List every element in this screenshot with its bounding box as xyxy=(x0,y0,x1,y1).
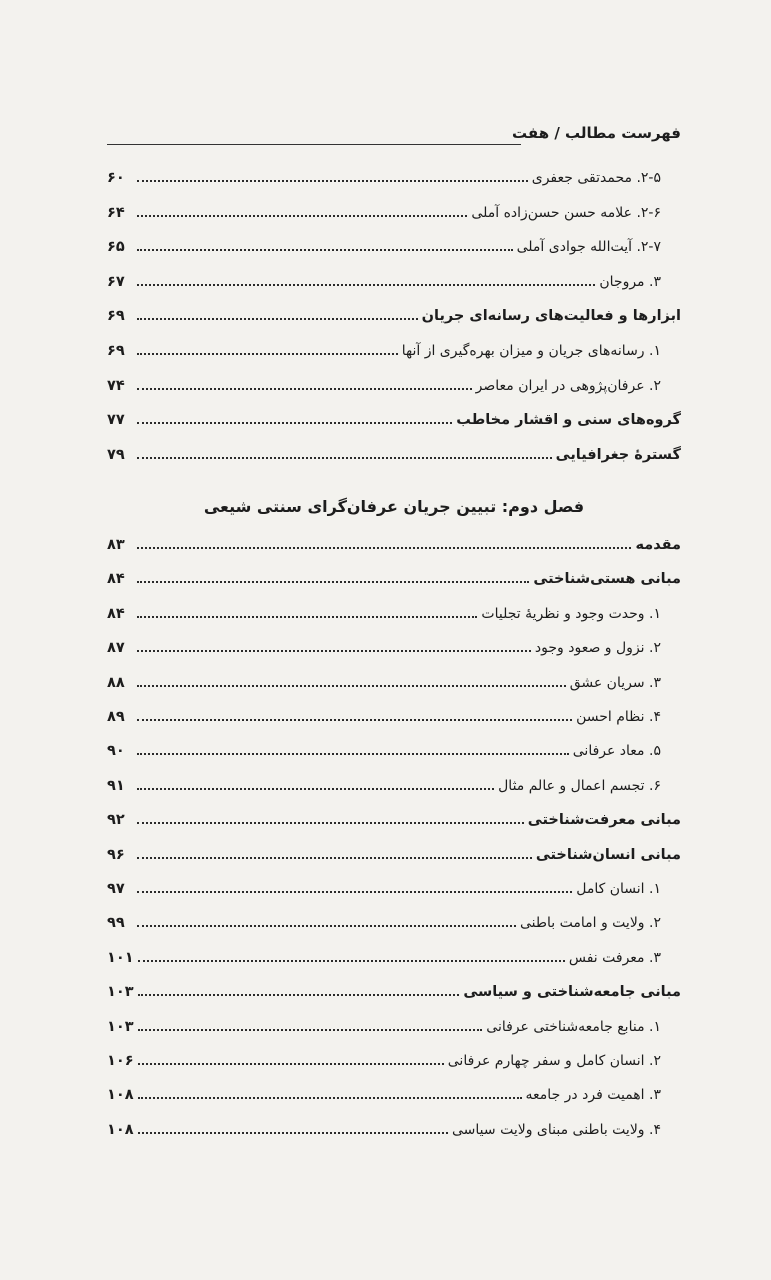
dot-leader xyxy=(137,650,531,652)
toc-entry xyxy=(107,335,681,361)
dot-leader xyxy=(138,960,565,962)
toc-entry-label: ۱. منابع جامعه‌شناختی عرفانی xyxy=(486,1018,661,1035)
toc-entry xyxy=(107,735,681,761)
toc-entry-label: ۲-۶. علامه حسن حسن‌زاده آملی xyxy=(471,204,661,221)
toc-entry-label: ۲. ولایت و امامت باطنی xyxy=(519,915,661,932)
toc-entry-label: ۱. وحدت وجود و نظریهٔ تجلیات xyxy=(481,605,661,622)
toc-entry xyxy=(107,370,681,396)
toc-entry-label: مقدمه xyxy=(635,537,681,553)
dot-leader xyxy=(137,249,513,251)
toc-entry-page-number: ۸۸ xyxy=(107,674,125,691)
toc-entry-page-number: ۷۹ xyxy=(107,446,125,463)
toc-entry-page-number: ۹۲ xyxy=(107,812,125,829)
toc-entry-page-number: ۸۴ xyxy=(107,571,125,588)
toc-entry-page-number: ۱۰۶ xyxy=(107,1053,134,1069)
dot-leader xyxy=(137,547,631,549)
toc-entry xyxy=(107,439,681,465)
toc-entry-page-number: ۶۴ xyxy=(107,204,125,221)
toc-entry-label: مبانی انسان‌شناختی xyxy=(535,846,681,863)
toc-entry-label: ۴. ولایت باطنی مبنای ولایت سیاسی xyxy=(452,1121,661,1138)
toc-entry-page-number: ۹۷ xyxy=(107,881,125,897)
dot-leader xyxy=(137,616,477,618)
toc-entry xyxy=(107,976,681,1002)
toc-entry xyxy=(107,1045,681,1071)
toc-entry-label: ۲-۵. محمدتقی جعفری xyxy=(531,170,661,186)
toc-entry-page-number: ۸۹ xyxy=(107,709,125,725)
toc-entry xyxy=(107,942,681,968)
toc-entry xyxy=(107,266,681,292)
toc-entry-label: ۳. معرفت نفس xyxy=(568,949,661,966)
toc-entry xyxy=(107,839,681,865)
toc-entry-label: ۴. نظام احسن xyxy=(576,709,661,725)
dot-leader xyxy=(137,284,595,286)
dot-leader xyxy=(138,994,460,996)
header-rule xyxy=(107,144,521,145)
toc-entry xyxy=(107,1079,681,1105)
toc-entry-label: ۲. انسان کامل و سفر چهارم عرفانی xyxy=(447,1053,661,1069)
dot-leader xyxy=(138,1063,444,1065)
toc-entry-page-number: ۶۵ xyxy=(107,239,125,256)
toc-entry-label: ۵. معاد عرفانی xyxy=(572,743,661,760)
toc-entry-page-number: ۱۰۳ xyxy=(107,984,134,1001)
toc-entry-page-number: ۶۹ xyxy=(107,308,125,325)
toc-entry-page-number: ۸۴ xyxy=(107,605,125,622)
toc-entry-page-number: ۶۰ xyxy=(107,170,125,186)
toc-entry-label: ۱. انسان کامل xyxy=(576,881,661,897)
toc-entry-label: مبانی هستی‌شناختی xyxy=(533,571,681,588)
dot-leader xyxy=(137,318,418,320)
toc-entry-page-number: ۷۴ xyxy=(107,377,125,394)
toc-entry-page-number: ۷۷ xyxy=(107,412,125,429)
toc-entry xyxy=(107,529,681,555)
dot-leader xyxy=(137,891,572,893)
dot-leader xyxy=(137,719,572,721)
dot-leader xyxy=(137,180,528,182)
toc-entry xyxy=(107,563,681,589)
dot-leader xyxy=(137,422,452,424)
toc-entry xyxy=(107,1011,681,1037)
dot-leader xyxy=(137,388,472,390)
toc-entry-page-number: ۸۳ xyxy=(107,537,125,553)
dot-leader xyxy=(138,1097,522,1099)
toc-entry xyxy=(107,667,681,693)
dot-leader xyxy=(137,457,552,459)
toc-entry-label: ۲. نزول و صعود وجود xyxy=(534,640,661,657)
toc-entry-page-number: ۹۱ xyxy=(107,777,125,794)
toc-entry-page-number: ۸۷ xyxy=(107,640,125,657)
chapter-heading: فصل دوم: تبیین جریان عرفان‌گرای سنتی شیعی xyxy=(203,497,585,516)
toc-entry-label: ۱. رسانه‌های جریان و میزان بهره‌گیری از آنها xyxy=(401,343,661,359)
toc-entry-page-number: ۹۹ xyxy=(107,915,125,932)
dot-leader xyxy=(137,753,569,755)
toc-entry-page-number: ۹۶ xyxy=(107,846,125,863)
toc-entry-page-number: ۶۹ xyxy=(107,343,125,359)
dot-leader xyxy=(137,788,494,790)
toc-entry xyxy=(107,770,681,796)
dot-leader xyxy=(137,685,566,687)
page-header xyxy=(107,126,681,146)
dot-leader xyxy=(138,1132,448,1134)
toc-entry xyxy=(107,598,681,624)
dot-leader xyxy=(137,215,467,217)
toc-entry-label: ۳. سریان عشق xyxy=(569,674,661,691)
toc-entry xyxy=(107,701,681,727)
toc-entry-page-number: ۱۰۸ xyxy=(107,1087,134,1104)
toc-entry xyxy=(107,804,681,830)
toc-entry-label: گسترهٔ جغرافیایی xyxy=(555,446,681,463)
dot-leader xyxy=(137,353,398,355)
toc-entry-label: ابزارها و فعالیت‌های رسانه‌ای جریان xyxy=(421,308,681,325)
toc-entry-label: ۳. مروجان xyxy=(599,273,661,290)
toc-entry xyxy=(107,197,681,223)
toc-entry-label: ۶. تجسم اعمال و عالم مثال xyxy=(498,777,661,794)
running-header-title: فهرست مطالب / هفت xyxy=(512,124,681,142)
toc-entry-label: مبانی جامعه‌شناختی و سیاسی xyxy=(463,984,681,1001)
toc-entry-page-number: ۱۰۸ xyxy=(107,1121,134,1138)
toc-entry xyxy=(107,300,681,326)
toc-entry-label: ۲-۷. آیت‌الله جوادی آملی xyxy=(516,239,661,256)
toc-entry-page-number: ۶۷ xyxy=(107,273,125,290)
toc-entry-label: گروه‌های سنی و اقشار مخاطب xyxy=(456,412,681,429)
dot-leader xyxy=(137,581,529,583)
toc-entry-page-number: ۹۰ xyxy=(107,743,125,760)
dot-leader xyxy=(137,925,516,927)
toc-entry-page-number: ۱۰۱ xyxy=(107,949,134,966)
toc-entry xyxy=(107,1114,681,1140)
dot-leader xyxy=(137,857,532,859)
toc-entry-label: ۲. عرفان‌پژوهی در ایران معاصر xyxy=(475,377,661,394)
toc-entry xyxy=(107,231,681,257)
toc-entry-label: ۳. اهمیت فرد در جامعه xyxy=(525,1087,661,1104)
toc-entry-page-number: ۱۰۳ xyxy=(107,1018,134,1035)
toc-entry xyxy=(107,632,681,658)
toc-entry xyxy=(107,873,681,899)
toc-entry-label: مبانی معرفت‌شناختی xyxy=(527,812,681,829)
dot-leader xyxy=(138,1029,483,1031)
dot-leader xyxy=(137,822,524,824)
toc-entry xyxy=(107,404,681,430)
toc-entry xyxy=(107,907,681,933)
toc-entry xyxy=(107,162,681,188)
